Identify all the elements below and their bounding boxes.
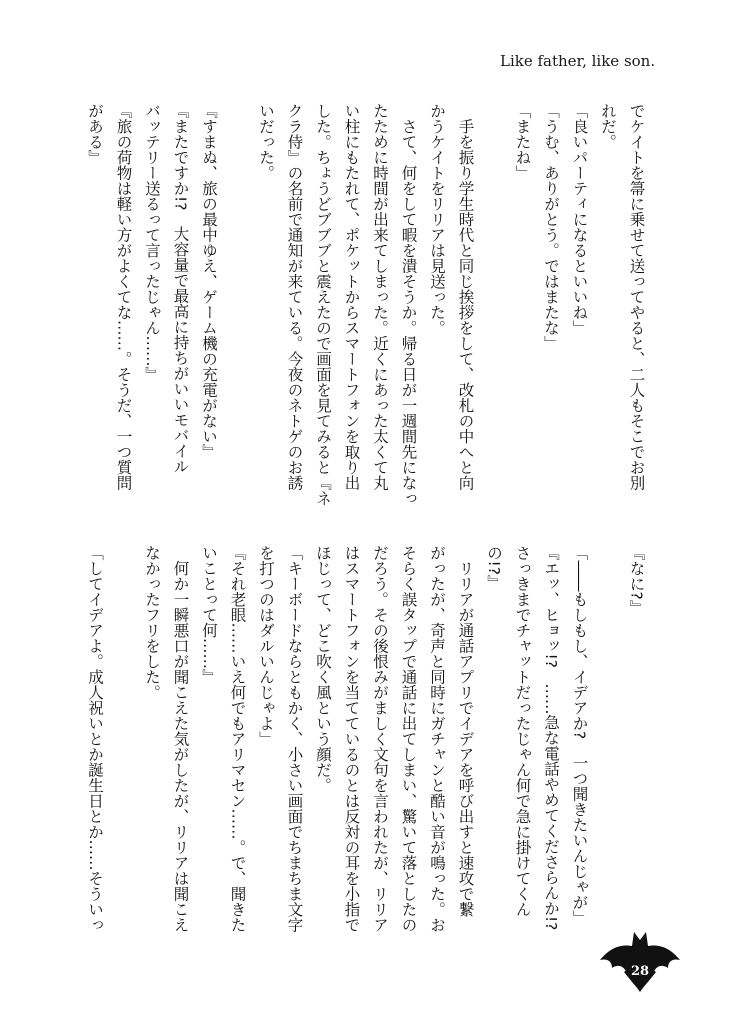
page-number-badge <box>590 930 690 994</box>
text-line: い柱にもたれて、ポケットからスマートフォンを取り出 <box>342 103 361 491</box>
running-head: Like father, like son. <box>500 52 656 70</box>
text-line: がったが、奇声と同時にガチャンと酷い音が鳴った。お <box>428 545 446 933</box>
text-line: 『旅の荷物は軽い方がよくてな……。そうだ、一つ質問 <box>114 103 133 491</box>
text-line: がある』 <box>86 103 104 165</box>
text-line: そらく誤タップで通話に出てしまい、驚いて落としたの <box>399 545 418 933</box>
text-line: リリアが通話アプリでイデアを呼び出すと速攻で繋 <box>456 545 475 917</box>
text-line: クラ侍』の名前で通知が来ている。今夜のネトゲのお誘 <box>285 103 304 491</box>
text-line: ほじって、どこ吹く風という顔だ。 <box>314 545 332 793</box>
text-line: 「またね」 <box>513 103 532 181</box>
text-line: 「――もしもし、イデアか? 一つ聞きたいんじゃが」 <box>570 545 589 926</box>
text-line: いことって何……』 <box>200 545 218 685</box>
text-line: 『またですか!? 大容量で最高に持ちがいいモバイル <box>171 103 190 474</box>
text-line: した。ちょうどブブブと震えたので画面を見てみると『ネ <box>314 103 332 506</box>
text-line: いだった。 <box>257 103 275 181</box>
text-line: だろう。その後恨みがましく文句を言われたが、リリア <box>371 545 389 933</box>
text-line: 「うむ、ありがとう。ではまたな」 <box>542 103 560 351</box>
text-line: 何か一瞬悪口が聞こえた気がしたが、リリアは聞こえ <box>171 545 190 933</box>
text-line: 『エッ、ヒョッ!? ……急な電話やめてくださらんか!? <box>542 545 560 931</box>
text-line: れだ。 <box>599 103 617 150</box>
text-line: さっきまでチャットだったじゃん何で急に掛けてくん <box>513 545 532 917</box>
text-line: バッテリー送るって言ったじゃん……』 <box>143 103 161 382</box>
text-line: を打つのはダルいんじゃよ」 <box>257 545 275 747</box>
text-line: 「してイデアよ。成人祝いとか誕生日とか……そういっ <box>86 545 104 933</box>
text-line: かうケイトをリリアは見送った。 <box>428 103 446 336</box>
text-line: の!?』 <box>485 545 503 591</box>
text-line: 『すまぬ、旅の最中ゆえ、ゲーム機の充電がない』 <box>200 103 218 460</box>
text-line: 手を振り学生時代と同じ挨拶をして、改札の中へと向 <box>456 103 475 491</box>
text-line: でケイトを箒に乗せて送ってやると、二人もそこでお別 <box>627 103 646 491</box>
text-line: 「良いパーティになるといいね」 <box>570 103 589 336</box>
text-line: なかったフリをした。 <box>143 545 161 700</box>
bat-icon <box>590 930 690 994</box>
text-line: 「キーボードならともかく、小さい画面でちまちま文字 <box>285 545 304 933</box>
page-number: 28 <box>630 964 650 979</box>
text-line: 『なに?』 <box>627 545 646 616</box>
text-line: たために時間が出来てしまった。近くにあった太くて丸 <box>371 103 389 491</box>
text-line: さて、何をして暇を潰そうか。帰る日が一週間先になっ <box>399 103 418 506</box>
text-line: はスマートフォンを当てているのとは反対の耳を小指で <box>342 545 361 933</box>
text-line: 『それ老眼……いえ何でもアリマセン……。で、聞きた <box>228 545 247 933</box>
